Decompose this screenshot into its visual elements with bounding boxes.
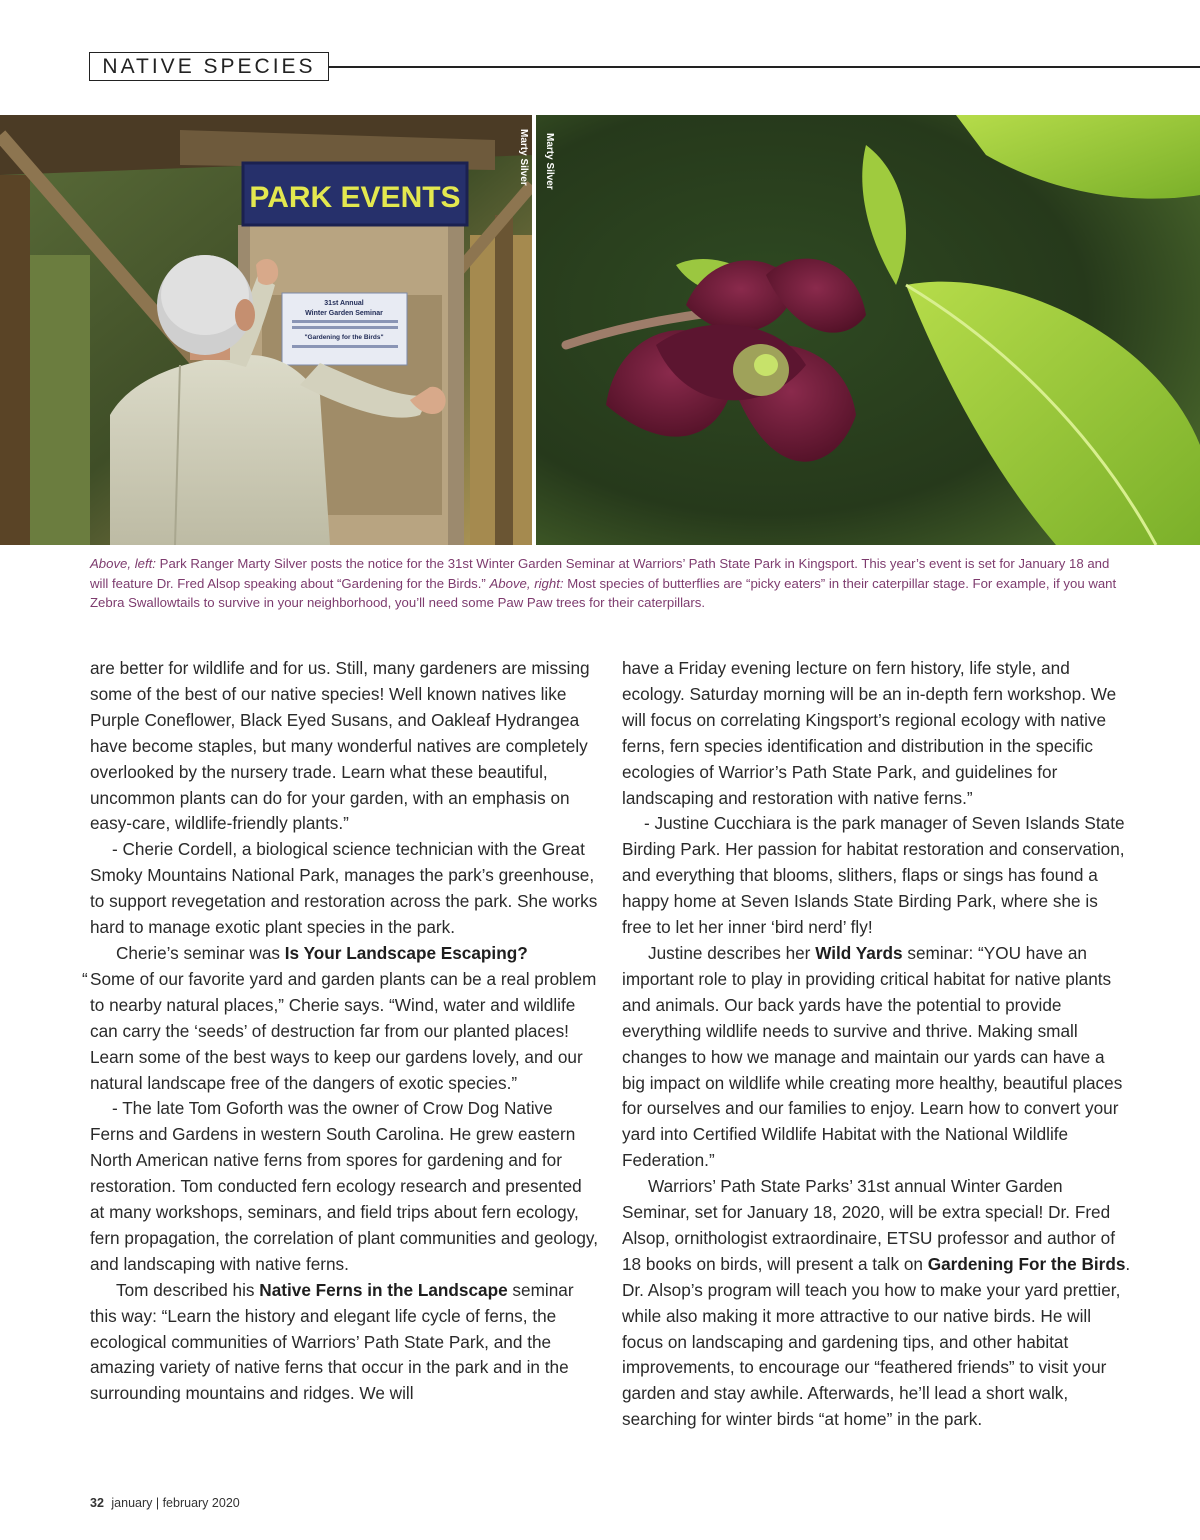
left-p3-text: Cherie’s seminar was [116,942,285,963]
photo-credit-right: Marty Silver [544,133,555,190]
left-paragraph-1: are better for wildlife and for us. Still, many gardeners are missing some of the best of our native species! Well known natives like Purple Coneflower, Black Eyed Susans, and Oakleaf Hydrangea have become staples, but many wonderful natives are completely overlooked by the nursery trade. Learn what these beautiful, uncommon plants can do for your garden, with an emphasis on easy-care, wildlife-friendly plants.” [90,658,590,834]
left-paragraph-4 [82,967,600,1097]
photo-credit-left: Marty Silver [518,129,529,186]
photo-pawpaw-flower [536,115,1200,545]
right-paragraph-3 [622,941,1132,1174]
left-p6-post: seminar this way: “Learn the history and elegant life cycle of ferns, the ecological communities of Warriors’ Path State Park, and the amazing variety of native ferns that occur in the park and in the surrounding mountains and ridges. We will [90,1279,574,1404]
notice-line-3: "Gardening for the Birds" [304,334,384,341]
issue-date: january | february 2020 [111,1496,240,1510]
section-title: NATIVE SPECIES [102,54,316,78]
caption-right-text: Most species of butterflies are “picky eaters” in their caterpillar stage. For example, if you want Zebra Swallowtails to survive in your neighborhood, you’ll need some Paw Paw trees for their caterpillars. [90,575,1117,610]
left-paragraph-2: - Cherie Cordell, a biological science technician with the Great Smoky Mountains National Park, manages the park’s greenhouse, to support revegetation and restoration across the park. She works hard to manage exotic plant species in the park. [90,839,598,938]
right-p4-pre: Warriors’ Path State Parks’ 31st annual Winter Garden Seminar, set for January 18, 2020, will be extra special! Dr. Fred Alsop, ornithologist extraordinaire, ETSU professor and author of 18 books on birds, will present a talk on [622,1176,1115,1274]
left-paragraph-5: - The late Tom Goforth was the owner of Crow Dog Native Ferns and Gardens in western South Carolina. He grew eastern North American native ferns from spores for gardening and for restoration. Tom conducted fern ecology research and presented at many workshops, seminars, and field trips about fern ecology, fern propagation, the correlation of plant communities and geology, and landscaping with native ferns. [90,1098,598,1274]
open-quote-mark: “ [82,968,88,989]
seminar-title-wild-yards: Wild Yards [815,942,903,963]
notice-line-1: 31st Annual [324,300,364,307]
caption-right-label: Above, right: [489,575,564,591]
right-p3-post: seminar: “YOU have an important role to play in providing critical habitat for native plants and animals. Our back yards have the potential to provide everything wildlife needs to survive and thrive. Making small changes to how we manage and maintain our yards can have a big impact on wildlife while creating more healthy, beautiful places for ourselves and our families to enjoy. Learn how to convert your yard into Certified Wildlife Habitat with the National Wildlife Federation.” [622,942,1123,1171]
header-rule [329,66,1200,68]
left-paragraph-3 [90,941,600,967]
right-paragraph-1: have a Friday evening lecture on fern history, life style, and ecology. Saturday morning will be an in-depth fern workshop. We will focus on correlating Kingsport’s regional ecology with native ferns, fern species identification and distribution in the specific ecologies of Warrior’s Path State Park, and guidelines for landscaping and restoration with native ferns.” [622,658,1117,808]
left-p6-pre: Tom described his [116,1279,260,1300]
photo-park-ranger [0,115,532,545]
caption-left-text: Park Ranger Marty Silver posts the notice for the 31st Winter Garden Seminar at Warriors’ Path State Park in Kingsport. This year’s event is set for January 18 and will feature Dr. Fred Alsop speaking about “Gardening for the Birds.” [90,556,1110,591]
left-p4-text: Some of our favorite yard and garden plants can be a real problem to nearby natural places,” Cherie says. “Wind, water and wildlife can carry the ‘seeds’ of destruction far from our planted places! Learn some of the best ways to keep our gardens lovely, and our natural landscape free of the dangers of exotic species.” [90,968,597,1093]
pawpaw-flower-illustration [536,115,1200,545]
right-p4-post: . Dr. Alsop’s program will teach you how to make your yard prettier, while also making it more attractive to our native birds. He will focus on landscaping and gardening tips, and other habitat improvements, to encourage our “feathered friends” to visit your garden and stay awhile. Afterwards, he’ll lead a short walk, searching for winter birds “at home” in the park. [622,1253,1131,1430]
article-left-column [82,656,600,1407]
sign-text: PARK EVENTS [249,181,461,214]
right-paragraph-2: - Justine Cucchiara is the park manager of Seven Islands State Birding Park. Her passion for habitat restoration and conservation, and everything that blooms, slithers, flaps or sings has found a happy home at Seven Islands State Birding Park, where she is free to let her inner ‘bird nerd’ fly! [622,813,1125,938]
photo-caption [90,554,1120,613]
page-number: 32 [90,1496,104,1510]
park-ranger-illustration [0,115,532,545]
caption-left-label: Above, left: [90,556,156,571]
seminar-title-ferns: Native Ferns in the Landscape [259,1279,508,1300]
article-right-column [622,656,1132,1433]
notice-line-2: Winter Garden Seminar [305,310,383,317]
section-tag [89,52,329,81]
left-paragraph-6 [90,1278,600,1408]
right-paragraph-4 [622,1174,1132,1433]
right-p3-pre: Justine describes her [648,942,816,963]
seminar-title-birds: Gardening For the Birds [927,1253,1126,1274]
page-footer [90,1496,240,1510]
seminar-title-escaping: Is Your Landscape Escaping? [284,942,528,963]
